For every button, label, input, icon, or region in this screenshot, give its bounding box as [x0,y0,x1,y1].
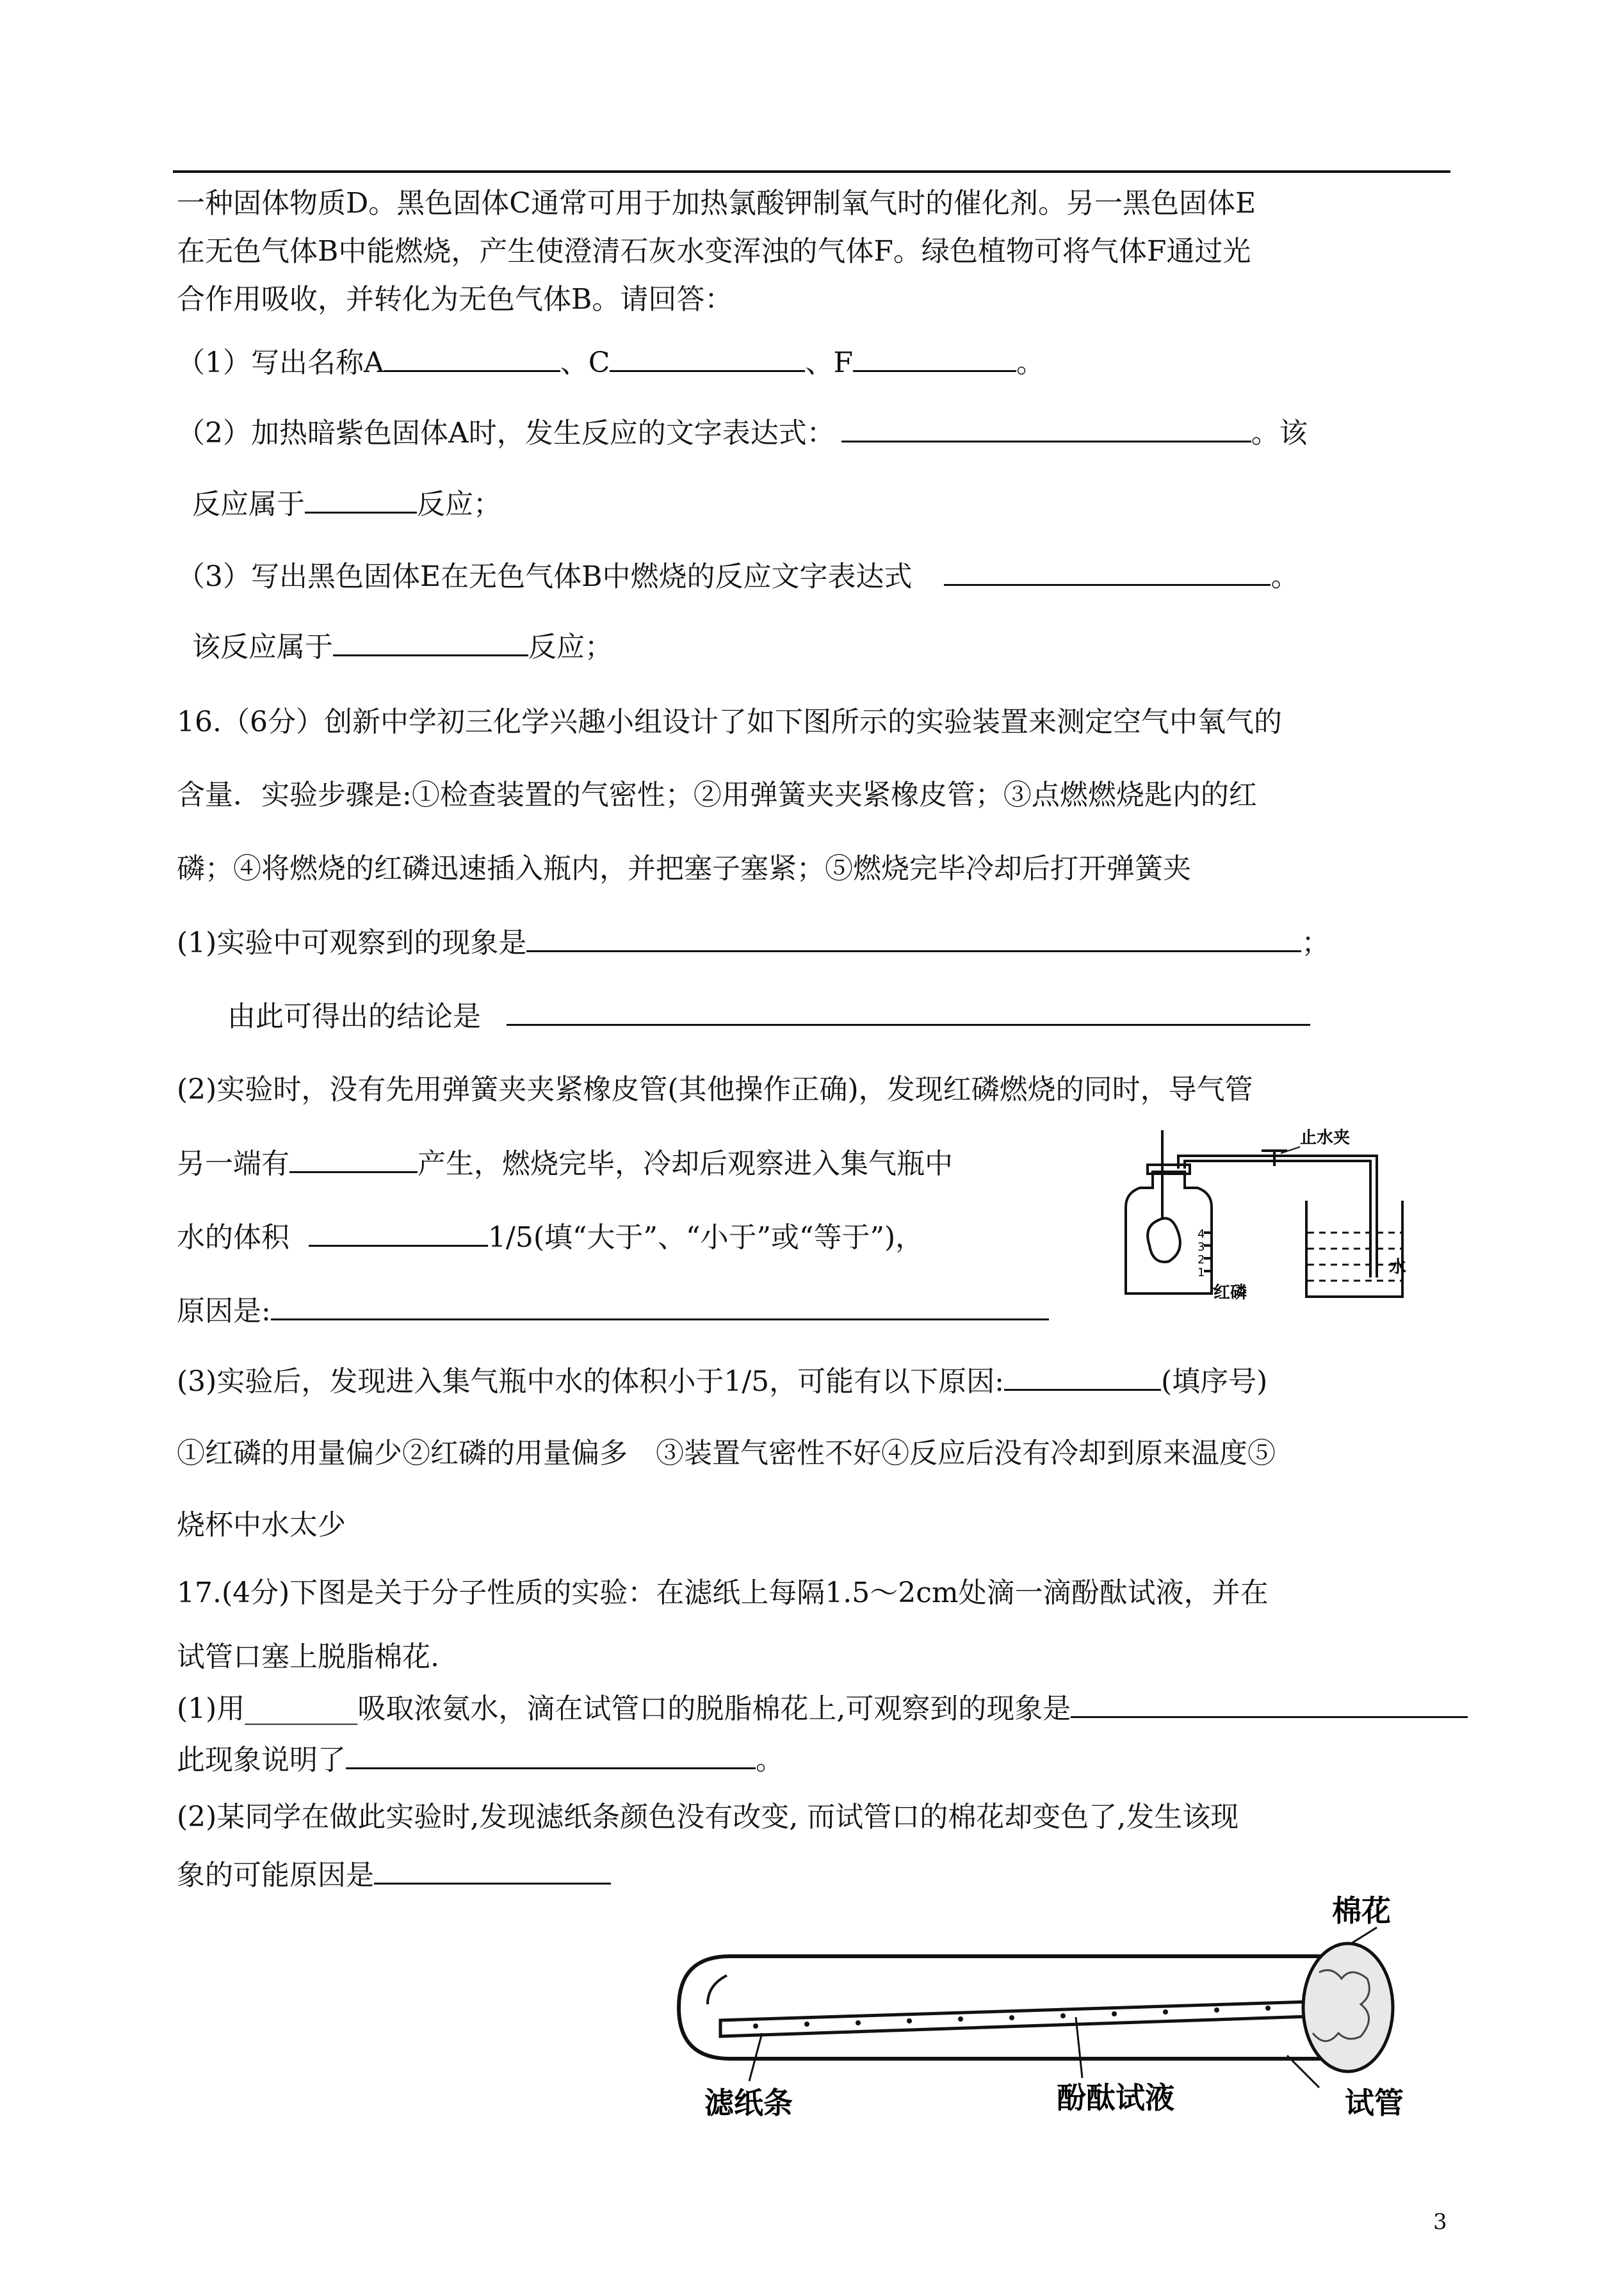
q16-part1: (1)实验中可观察到的现象是 ； [177,923,1329,962]
q17-part1-line2: 此现象说明了 。 [177,1740,784,1780]
water-label: 水 [1390,1258,1407,1277]
mark-1: 1 [1198,1266,1205,1279]
q16-part2-line4: 原因是: [177,1292,1049,1331]
answer-blank-gas[interactable] [289,1144,418,1173]
test-tube-label: 试管 [1345,2086,1404,2120]
q16-part3-line1: (3)实验后，发现进入集气瓶中水的体积小于1/5，可能有以下原因: (填序号) [177,1362,1267,1401]
answer-blank-cause[interactable] [374,1856,611,1885]
answer-blank-reaction-type-2[interactable] [333,628,528,656]
phenolphthalein-label: 酚酞试液 [1057,2080,1174,2115]
filter-paper-label: 滤纸条 [704,2086,793,2120]
answer-blank-f[interactable] [853,343,1016,372]
header-rule [173,170,1450,173]
q16-line1: 16.（6分）创新中学初三化学兴趣小组设计了如下图所示的实验装置来测定空气中氧气的 [177,706,1282,738]
q16-part1-conclusion: 由此可得出的结论是 [227,997,1310,1036]
q17-line2: 试管口塞上脱脂棉花. [177,1641,439,1673]
clip-label: 止水夹 [1300,1128,1351,1148]
answer-blank-equation[interactable] [841,414,1251,442]
q17-part1-line1: (1)用________吸取浓氨水，滴在试管口的脱脂棉花上,可观察到的现象是 [177,1689,1468,1728]
q15-part2: （2）加热暗紫色固体A时，发生反应的文字表达式： 。该 [177,414,1308,453]
q16-part2-line2: 另一端有 产生，燃烧完毕，冷却后观察进入集气瓶中 [177,1144,953,1183]
page-number: 3 [1433,2209,1447,2235]
test-tube-figure [660,1876,1447,2132]
q17-line1: 17.(4分)下图是关于分子性质的实验：在滤纸上每隔1.5～2cm处滴一滴酚酞试液，并在 [177,1577,1269,1609]
q17-part2-line1: (2)某同学在做此实验时,发现滤纸条颜色没有改变, 而试管口的棉花却变色了,发生该现 [177,1801,1239,1833]
q16-line2: 含量．实验步骤是:①检查装置的气密性；②用弹簧夹夹紧橡皮管；③点燃燃烧匙内的红 [177,779,1257,811]
q15-part2-type: 反应属于 反应； [192,485,501,524]
q15-part1: （1）写出名称A 、C 、F 。 [177,343,1044,382]
answer-blank-sequence[interactable] [1004,1362,1161,1391]
answer-blank-conclusion[interactable] [507,997,1310,1026]
q16-part3-options: ①红磷的用量偏少②红磷的用量偏多 ③装置气密性不好④反应后没有冷却到原来温度⑤ [177,1437,1276,1470]
q15-intro-line2: 在无色气体B中能燃烧，产生使澄清石灰水变浑浊的气体F。绿色植物可将气体F通过光 [177,235,1251,268]
q16-part2-line3: 水的体积 1/5(填“大于”、“小于”或“等于”)， [177,1218,923,1257]
answer-blank-c[interactable] [610,343,805,372]
q16-part3-options-cont: 烧杯中水太少 [177,1509,346,1541]
mark-2: 2 [1198,1253,1205,1267]
phosphorus-label: 红磷 [1214,1283,1247,1302]
answer-blank-reason[interactable] [271,1292,1049,1320]
q15-part3-type: 该反应属于 反应； [192,628,613,667]
q15-intro-line1: 一种固体物质D。黑色固体C通常可用于加热氯酸钾制氧气时的催化剂。另一黑色固体E [177,187,1256,220]
answer-blank-explains[interactable] [346,1740,756,1769]
oxygen-apparatus-figure [1108,1124,1409,1306]
mark-4: 4 [1198,1228,1205,1241]
q17-part2-line2: 象的可能原因是 [177,1856,611,1895]
q15-intro-line3: 合作用吸收，并转化为无色气体B。请回答： [177,283,733,316]
answer-blank-reaction-type[interactable] [305,485,417,514]
answer-blank-volume[interactable] [309,1218,488,1247]
q16-line3: 磷；④将燃烧的红磷迅速插入瓶内，并把塞子塞紧；⑤燃烧完毕冷却后打开弹簧夹 [177,852,1191,885]
answer-blank-equation-e[interactable] [944,557,1271,586]
mark-3: 3 [1198,1240,1205,1254]
answer-blank-a[interactable] [384,343,560,372]
q16-part2-line1: (2)实验时，没有先用弹簧夹夹紧橡皮管(其他操作正确)，发现红磷燃烧的同时，导气管 [177,1073,1253,1106]
cotton-label: 棉花 [1332,1894,1391,1928]
q15-part3: （3）写出黑色固体E在无色气体B中燃烧的反应文字表达式 。 [177,557,1299,596]
answer-blank-phenomenon[interactable] [526,923,1301,952]
answer-blank-phenomenon-17[interactable] [1071,1689,1468,1718]
